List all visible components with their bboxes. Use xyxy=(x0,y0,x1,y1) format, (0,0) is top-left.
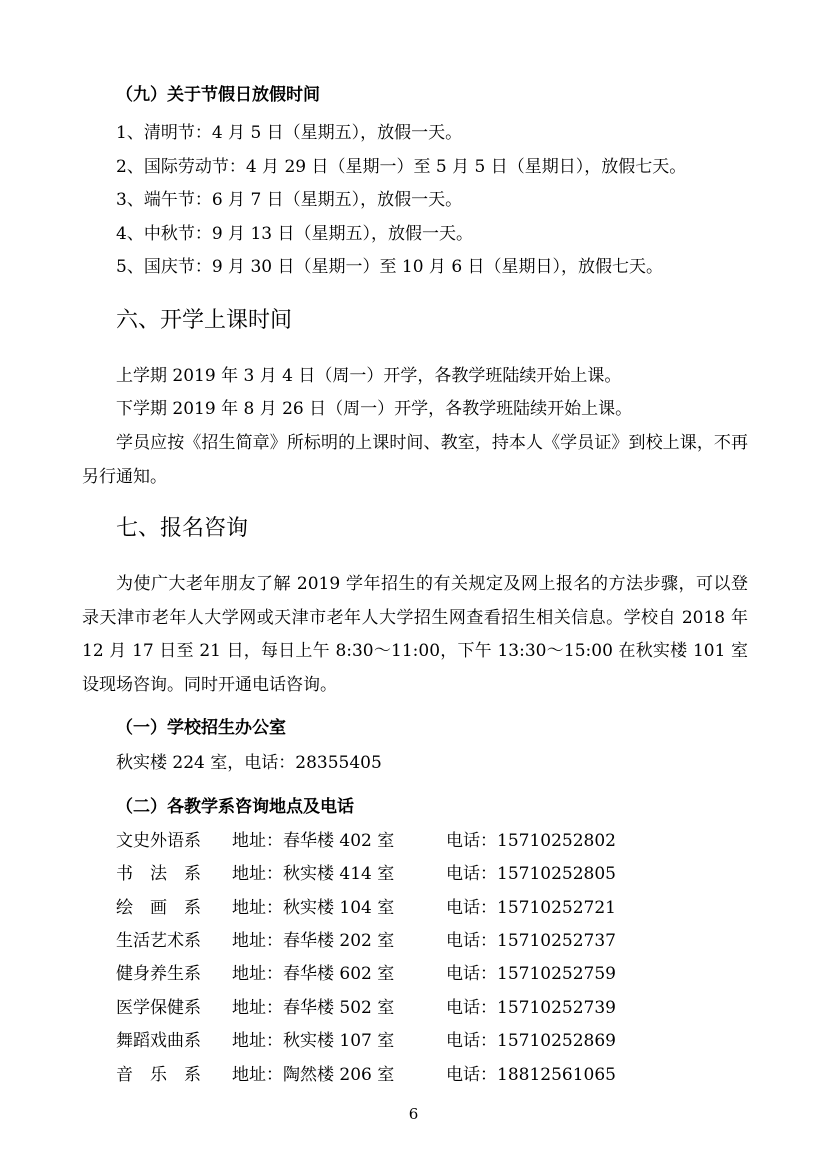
department-address: 地址：春华楼 202 室 xyxy=(232,931,395,951)
enrollment-paragraph: 为使广大老年朋友了解 2019 学年招生的有关规定及网上报名的方法步骤，可以登录天津市老年人大学网或天津市老年人大学招生网查看招生相关信息。学校自 2018 年 12 月 17 日至 21 日，每日上午 8:30～11:00，下午 13:30～15:00 在秋实楼 101 室设现场咨询。同时开通电话咨询。 xyxy=(82,574,748,695)
department-phone: 电话：15710252737 xyxy=(446,931,616,951)
section-heading-enrollment: 七、报名咨询 xyxy=(116,516,249,541)
holiday-item: 1、清明节：4 月 5 日（星期五），放假一天。 xyxy=(116,123,463,143)
department-phone: 电话：15710252802 xyxy=(446,831,616,851)
department-name: 绘 画 系 xyxy=(116,898,201,918)
department-address: 地址：秋实楼 104 室 xyxy=(232,898,395,918)
holiday-item: 4、中秋节：9 月 13 日（星期五），放假一天。 xyxy=(116,224,473,244)
department-phone: 电话：15710252721 xyxy=(446,898,616,918)
department-name: 书 法 系 xyxy=(116,864,201,884)
departments-heading: （二）各教学系咨询地点及电话 xyxy=(116,797,354,817)
department-name: 音 乐 系 xyxy=(116,1065,201,1085)
department-address: 地址：秋实楼 107 室 xyxy=(232,1031,395,1051)
holiday-item: 2、国际劳动节：4 月 29 日（星期一）至 5 月 5 日（星期日），放假七天。 xyxy=(116,157,687,177)
department-name: 健身养生系 xyxy=(116,964,201,984)
department-phone: 电话：15710252739 xyxy=(446,998,616,1018)
section-heading-start-time: 六、开学上课时间 xyxy=(116,308,293,333)
department-address: 地址：春华楼 402 室 xyxy=(232,831,395,851)
department-address: 地址：春华楼 502 室 xyxy=(232,998,395,1018)
office-info: 秋实楼 224 室，电话：28355405 xyxy=(116,753,382,773)
holiday-item: 3、端午节：6 月 7 日（星期五），放假一天。 xyxy=(116,190,463,210)
holidays-heading: （九）关于节假日放假时间 xyxy=(116,85,320,105)
department-phone: 电话：15710252805 xyxy=(446,864,616,884)
department-name: 舞蹈戏曲系 xyxy=(116,1031,201,1051)
department-phone: 电话：15710252759 xyxy=(446,964,616,984)
holiday-item: 5、国庆节：9 月 30 日（星期一）至 10 月 6 日（星期日），放假七天。 xyxy=(116,257,664,277)
office-heading: （一）学校招生办公室 xyxy=(116,718,286,738)
department-name: 医学保健系 xyxy=(116,998,201,1018)
department-name: 生活艺术系 xyxy=(116,931,201,951)
department-phone: 电话：15710252869 xyxy=(446,1031,616,1051)
department-name: 文史外语系 xyxy=(116,831,201,851)
semester-line: 上学期 2019 年 3 月 4 日（周一）开学，各教学班陆续开始上课。 xyxy=(116,366,622,386)
semester-line: 下学期 2019 年 8 月 26 日（周一）开学，各教学班陆续开始上课。 xyxy=(116,399,633,419)
attendance-paragraph: 学员应按《招生简章》所标明的上课时间、教室，持本人《学员证》到校上课，不再另行通知。 xyxy=(82,433,748,487)
department-phone: 电话：18812561065 xyxy=(446,1065,616,1085)
department-address: 地址：秋实楼 414 室 xyxy=(232,864,395,884)
page-number: 6 xyxy=(408,1105,419,1123)
department-address: 地址：陶然楼 206 室 xyxy=(232,1065,395,1085)
department-address: 地址：春华楼 602 室 xyxy=(232,964,395,984)
